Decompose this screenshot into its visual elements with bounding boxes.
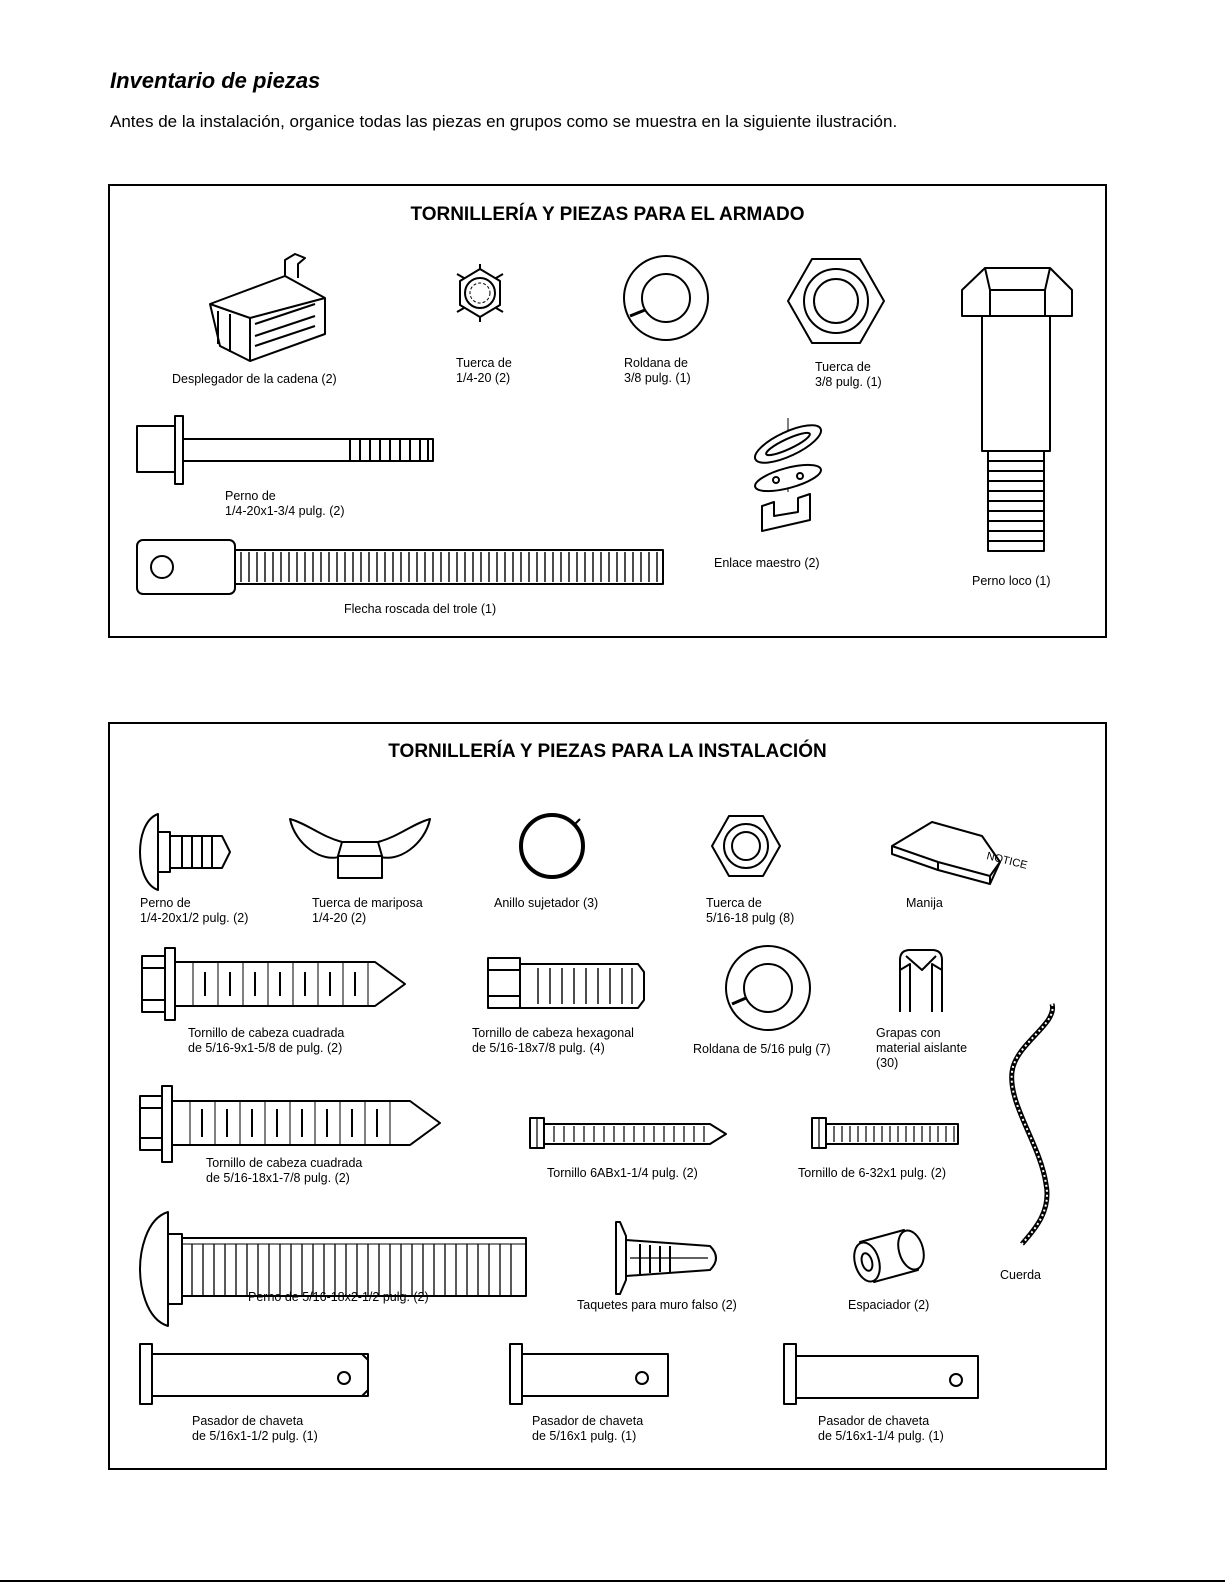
- screw-6ab-icon: [530, 1118, 726, 1148]
- clevis-pin-3-label-line2: de 5/16x1-1/4 pulg. (1): [818, 1429, 944, 1443]
- screw-632-icon: [812, 1118, 958, 1148]
- assembly-panel-title: TORNILLERÍA Y PIEZAS PARA EL ARMADO: [410, 204, 805, 225]
- idler-bolt-icon: [962, 268, 1072, 551]
- wing-nut-icon: [290, 819, 430, 878]
- wing-nut-label: [312, 896, 423, 926]
- installation-panel-title: TORNILLERÍA Y PIEZAS PARA LA INSTALACIÓN: [388, 741, 827, 762]
- ring-fastener-label: Anillo sujetador (3): [494, 896, 599, 910]
- lag-screw-2-icon: [140, 1086, 440, 1162]
- clevis-pin-2-icon: [510, 1344, 668, 1404]
- chain-spreader-icon: [210, 254, 325, 361]
- washer-38-label-line1: Roldana de: [624, 356, 688, 370]
- bolt-quarter-label-line1: Perno de: [225, 489, 276, 503]
- carriage-bolt-516-icon: [140, 1212, 526, 1326]
- nut-quarter-label-line2: 1/4-20 (2): [456, 371, 511, 385]
- ring-fastener-icon: [521, 815, 583, 877]
- staples-label-line3: (30): [876, 1056, 899, 1070]
- carriage-bolt-quarter-label: [140, 896, 248, 926]
- assembly-parts-illustration: [110, 186, 1109, 640]
- hex-screw-label-line1: Tornillo de cabeza hexagonal: [472, 1026, 634, 1040]
- wing-nut-label-line1: Tuerca de mariposa: [312, 896, 423, 910]
- drywall-anchors-icon: [616, 1222, 716, 1294]
- nut-516-label-line2: 5/16-18 pulg (8): [706, 911, 795, 925]
- hex-screw-label-line2: de 5/16-18x7/8 pulg. (4): [472, 1041, 605, 1055]
- rope-icon: [1012, 1004, 1053, 1244]
- idler-bolt-label: Perno loco (1): [972, 574, 1051, 588]
- chain-spreader-label: Desplegador de la cadena (2): [172, 372, 337, 386]
- rope-label: Cuerda: [1000, 1268, 1041, 1282]
- lag-screw-2-label-line1: Tornillo de cabeza cuadrada: [206, 1156, 363, 1170]
- nut-quarter-label-line1: Tuerca de: [456, 356, 512, 370]
- bolt-quarter-label-line2: 1/4-20x1-3/4 pulg. (2): [225, 504, 345, 518]
- page-bottom-rule: [0, 1580, 1225, 1582]
- screw-632-label: Tornillo de 6-32x1 pulg. (2): [798, 1166, 946, 1180]
- installation-parts-illustration: [110, 724, 1109, 1472]
- lag-screw-1-label: [188, 1026, 344, 1056]
- staples-label-line2: material aislante: [876, 1041, 968, 1055]
- clevis-pin-2-label: [532, 1414, 643, 1444]
- installation-hardware-panel: [108, 722, 1107, 1470]
- clevis-pin-3-label-line1: Pasador de chaveta: [818, 1414, 930, 1428]
- insulated-staples-icon: [900, 950, 942, 1012]
- nut-38-icon: [788, 259, 884, 343]
- lag-screw-1-icon: [142, 948, 405, 1020]
- clevis-pin-1-label-line2: de 5/16x1-1/2 pulg. (1): [192, 1429, 318, 1443]
- lag-screw-2-label-line2: de 5/16-18x1-7/8 pulg. (2): [206, 1171, 350, 1185]
- hex-screw-label: [472, 1026, 634, 1056]
- screw-6ab-label: Tornillo 6ABx1-1/4 pulg. (2): [547, 1166, 698, 1180]
- intro-text: Antes de la instalación, organice todas las piezas en grupos como se muestra en la siguiente ilustración.: [110, 112, 898, 131]
- nut-38-label-line2: 3/8 pulg. (1): [815, 375, 882, 389]
- hex-screw-icon: [488, 958, 644, 1008]
- nut-516-label-line1: Tuerca de: [706, 896, 762, 910]
- lag-screw-2-label: [206, 1156, 362, 1186]
- handle-notice-text: NOTICE: [985, 850, 1029, 872]
- handle-label: Manija: [906, 896, 943, 910]
- washer-38-label-line2: 3/8 pulg. (1): [624, 371, 691, 385]
- clevis-pin-3-label: [818, 1414, 944, 1444]
- clevis-pin-1-icon: [140, 1344, 368, 1404]
- washer-516-icon: [726, 946, 810, 1030]
- staples-label-line1: Grapas con: [876, 1026, 941, 1040]
- assembly-hardware-panel: [108, 184, 1107, 638]
- clevis-pin-1-label-line1: Pasador de chaveta: [192, 1414, 304, 1428]
- master-link-icon: [750, 418, 825, 531]
- wing-nut-label-line2: 1/4-20 (2): [312, 911, 367, 925]
- trolley-shaft-label: Flecha roscada del trole (1): [344, 602, 497, 616]
- clevis-pin-1-label: [192, 1414, 318, 1444]
- clevis-pin-2-label-line1: Pasador de chaveta: [532, 1414, 644, 1428]
- handle-icon: [892, 822, 1000, 884]
- spacer-label: Espaciador (2): [848, 1298, 930, 1312]
- carriage-bolt-quarter-label-line2: 1/4-20x1/2 pulg. (2): [140, 911, 249, 925]
- carriage-bolt-516-label: Perno de 5/16-18x2-1/2 pulg. (2): [248, 1290, 429, 1304]
- clevis-pin-3-icon: [784, 1344, 978, 1404]
- trolley-shaft-icon: [137, 540, 663, 594]
- master-link-label: Enlace maestro (2): [714, 556, 820, 570]
- nut-516-icon: [712, 816, 780, 876]
- carriage-bolt-quarter-label-line1: Perno de: [140, 896, 191, 910]
- nut-quarter-label: [456, 356, 512, 386]
- spacer-icon: [850, 1227, 928, 1284]
- washer-38-label: [624, 356, 691, 386]
- drywall-anchors-label: Taquetes para muro falso (2): [577, 1298, 737, 1312]
- lag-screw-1-label-line1: Tornillo de cabeza cuadrada: [188, 1026, 345, 1040]
- nut-quarter-icon: [457, 264, 503, 322]
- nut-38-label-line1: Tuerca de: [815, 360, 871, 374]
- staples-label: [876, 1026, 967, 1071]
- bolt-quarter-label: [225, 489, 345, 519]
- clevis-pin-2-label-line2: de 5/16x1 pulg. (1): [532, 1429, 637, 1443]
- lag-screw-1-label-line2: de 5/16-9x1-5/8 de pulg. (2): [188, 1041, 343, 1055]
- page-heading: Inventario de piezas: [110, 68, 321, 93]
- washer-38-icon: [624, 256, 708, 340]
- washer-516-label: Roldana de 5/16 pulg (7): [693, 1042, 831, 1056]
- bolt-quarter-icon: [137, 416, 433, 484]
- nut-38-label: [815, 360, 882, 390]
- nut-516-label: [706, 896, 794, 926]
- carriage-bolt-quarter-icon: [140, 814, 230, 890]
